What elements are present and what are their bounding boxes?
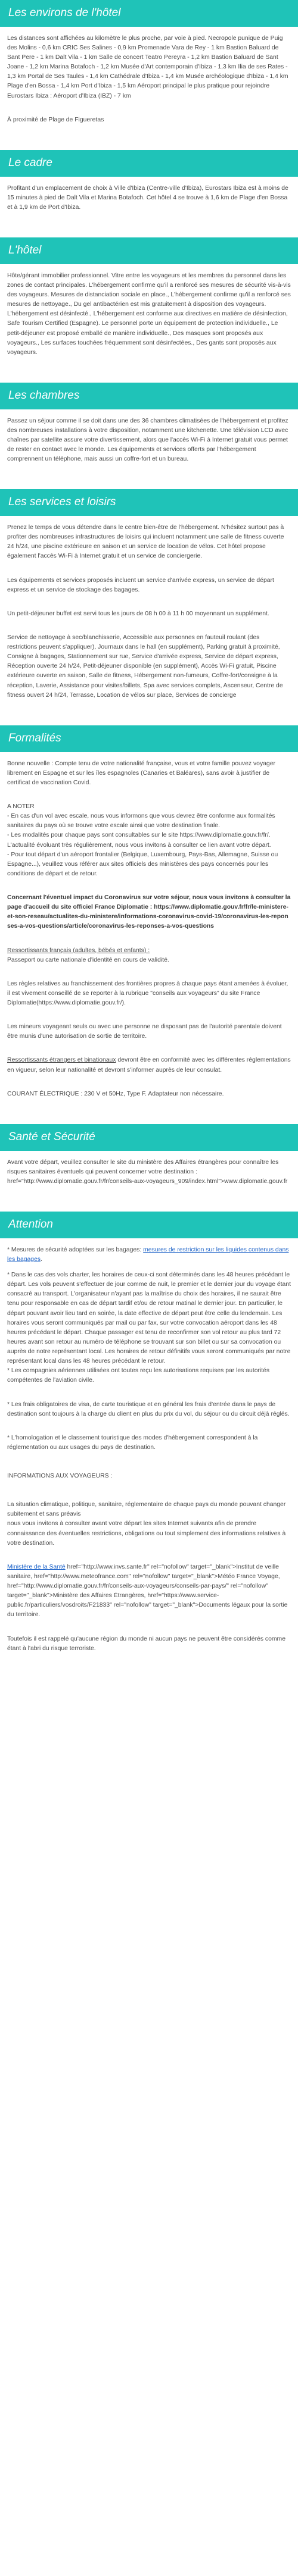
section-title-formalites: Formalités: [0, 725, 298, 752]
hotel-text: Hôte/gérant immobilier professionnel. Vitre entre les voyageurs et les membres du personnel dans les zones de contact principales. L'hébergement confirme qu'il a renforcé ses mesures de sécurité vis-à-vis des voyageurs. Mesures de distanciation sociale en place., L'hébergement confirme qu'il a renforcé ses mesures de nettoyage., Du gel antibactérien est mis gratuitement à disposition des voyageurs. L'hébergement est désinfecté., L'hébergement est conforme aux directives en matière de désinfection, Safe Tourism Certified (Espagne). Le personnel porte un équipement de protection individuelle., Le petit-déjeuner est proposé emballé de manière individuelle., Des masques sont proposés aux voyageurs., Les surfaces touchées fréquemment sont désinfectées., Des gants sont proposés aux voyageurs.: [7, 272, 291, 356]
section-services: [0, 489, 298, 708]
section-hotel: [0, 237, 298, 365]
formalites-nationals-heading: Ressortissants français (adultes, bébés et enfants) :: [7, 947, 150, 954]
formalites-minors: Les mineurs voyageant seuls ou avec une personne ne disposant pas de l'autorité parentale doivent être munis d'une autorisation de sortie de territoire.: [7, 1023, 282, 1040]
attention-terrorism: Toutefois il est rappelé qu'aucune région du monde ni aucun pays ne peuvent être considérés comme étant à l'abri du risque terroriste.: [7, 1635, 285, 1652]
section-sante: [0, 1124, 298, 1194]
section-title-attention: Attention: [0, 1212, 298, 1238]
section-chambres: [0, 383, 298, 471]
formalites-electricity: COURANT ÉLECTRIQUE : 230 V et 50Hz, Type F. Adaptateur non nécessaire.: [7, 1090, 224, 1097]
chambres-text: Passez un séjour comme il se doit dans une des 36 chambres climatisées de l'hébergement et profitez des nombreuses installations à votre disposition, notamment une kitchenette. Une télévision LCD avec chaînes par satellite assure votre divertissement, alors que l'accès Wi-Fi à Internet gratuit vous permet de rester en contact avec le monde. Les équipements et services offerts par l'hébergement comprennent un téléphone, mais aussi un coffre-fort et un bureau.: [7, 417, 288, 463]
attention-info-heading: INFORMATIONS AUX VOYAGEURS :: [7, 1473, 113, 1479]
section-attention: [0, 1212, 298, 1661]
section-title-sante: Santé et Sécurité: [0, 1124, 298, 1151]
section-title-chambres: Les chambres: [0, 383, 298, 409]
attention-homologation: * L'homologation et le classement touristique des modes d'hébergement correspondent à la réglementation ou aux usages du pays de destination.: [7, 1434, 258, 1451]
formalites-foreigners-heading: Ressortissants étrangers et binationaux: [7, 1057, 116, 1064]
section-title-cadre: Le cadre: [0, 150, 298, 177]
section-cadre: [0, 150, 298, 220]
liquids-restriction-link[interactable]: mesures de restriction sur les liquides contenus dans les bagages: [7, 1246, 289, 1263]
ministere-sante-link[interactable]: Ministère de la Santé: [7, 1563, 66, 1570]
services-text-1: Prenez le temps de vous détendre dans le centre bien-être de l'hébergement. N'hésitez surtout pas à profiter des nombreuses infrastructures de loisirs qui incluent notamment une salle de fitness ouverte 24 h/24, une piscine extérieure en saison et un service de location de vélos. Cet hôtel propose également l'accès Wi-Fi à Internet gratuit et un service de conciergerie.: [7, 524, 284, 560]
formalites-nationals-text: Passeport ou carte nationale d'identité en cours de validité.: [7, 956, 169, 963]
formalites-note: A NOTER - En cas d'un vol avec escale, nous vous informons que vous devrez être conforme aux formalités sanitaires du pays où se trouve votre escale ainsi que votre destination finale. - Les modalités pour chaque pays sont consultables sur le site https://www.diplomatie.gouv.fr/fr/. L'actualité évoluant très régulièrement, nous vous invitons à consulter ce lien avant votre départ. - Pour tout départ d'un aéroport frontalier (Belgique, Luxembourg, Pays-Bas, Allemagne, Suisse ou Espagne...), veuillez vous référer aux sites officiels des ministères des pays concernés pour les conditions de départ et de retour.: [7, 803, 278, 877]
attention-visa: * Les frais obligatoires de visa, de carte touristique et en général les frais d'entrée dans le pays de destination sont toujours à la charge du client en plus du prix du vol, du séjour ou du circuit déjà réglés.: [7, 1401, 290, 1417]
section-formalites: [0, 725, 298, 1106]
environs-proximity: À proximité de Plage de Figueretas: [7, 116, 104, 123]
formalites-covid: Concernant l'éventuel impact du Coronavirus sur votre séjour, nous vous invitons à consulter la page d'accueil du site officiel France Diplomatie : https://www.diplomatie.gouv.fr/fr/le-ministere-et-son-reseau/actualites-du-ministere/informations-coronavirus-covid-19/coronavirus-les-reponses-a-vos-questions/article/coronavirus-les-reponses-a-vos-questions: [7, 894, 291, 930]
attention-bagages-suffix: .: [41, 1256, 42, 1263]
section-title-environs: Les environs de l'hôtel: [0, 0, 298, 27]
section-title-hotel: L'hôtel: [0, 237, 298, 264]
section-title-services: Les services et loisirs: [0, 489, 298, 516]
environs-distances: Les distances sont affichées au kilomètre le plus proche, par voie à pied. Necropole punique de Puig des Molins - 0,6 km CRIC Ses Salines - 0,9 km Promenade Vara de Rey - 1 km Bastion Baluard de Sant Pere - 1 km Dalt Vila - 1 km Salle de concert Teatro Pereyra - 1,2 km Bastion Baluard de Sant Joane - 1,2 km Marina Botafoch - 1,2 km Musée d'Art contemporain d'Ibiza - 1,3 km Ilia de ses Rates - 1,3 km Portal de Ses Taules - 1,4 km Cathédrale d'Ibiza - 1,4 km Musée archéologique d'Ibiza - 1,4 km Plage d'en Bossa - 1,4 km Port d'Ibiza - 1,5 km Aéroport principal le plus pratique pour rejoindre Eurostars Ibiza : Aéroport d'Ibiza (IBZ) - 7 km: [7, 35, 288, 99]
attention-situation: La situation climatique, politique, sanitaire, réglementaire de chaque pays du monde pouvant changer subitement et sans préavis nous vous invitons à consulter avant votre départ les sites Internet suivants afin de prendre connaissance des éventuelles restrictions, obligations ou tout simplement des informations relatives à votre destination.: [7, 1501, 286, 1547]
attention-charter: * Dans le cas des vols charter, les horaires de ceux-ci sont déterminés dans les 48 heures précédant le départ. Les vols peuvent s'effectuer de jour comme de nuit, le premier et le dernier jour du voyage étant consacré au transport. L'organisateur n'ayant pas la maîtrise du choix des horaires, il ne saurait être tenu pour responsable en cas de départ tardif et/ou de retour matinal le dernier jour. En particulier, le départ pouvant avoir lieu tard en soirée, la date effective de départ peut être celle du lendemain. Les horaires vous seront communiqués par mail ou par fax, sur votre convocation aéroport dans les 48 heures précédant le départ. Chaque passager est tenu de reconfirmer son vol retour au plus tard 72 heures avant son retour au numéro de téléphone se trouvant sur son billet ou sur sa convocation ou auprès de notre représentant local. Les horaires de retour définitifs vous seront communiqués par notre représentant local dans les 48 heures précédant le retour. * Les compagnies aériennes utilisées ont toutes reçu les autorisations requises par les autorités compétentes de l'aviation civile.: [7, 1272, 291, 1384]
formalites-foreigners-text: devront être en conformité avec les différentes réglementations en vigueur, selon leur nationalité et devront s'informer auprès de leur consulat.: [7, 1057, 291, 1073]
attention-links-text: href="http://www.invs.sante.fr" rel="nofollow" target="_blank">Institut de veille sanitaire, href="http://www.meteofrance.com" rel="nofollow" target="_blank">Météo France Voyage, href="http://www.diplomatie.gouv.fr/fr/conseils-aux-voyageurs/conseils-par-pays/" rel="nofollow" target="_blank">Ministère des Affaires Étrangères, href="https://www.service-public.fr/particuliers/vosdroits/F21833" rel="nofollow" target="_blank">Documents légaux pour la sortie du territoire.: [7, 1563, 288, 1619]
services-text-4: Service de nettoyage à sec/blanchisserie, Accessible aux personnes en fauteuil roulant (des restrictions peuvent s'appliquer), Journaux dans le hall (en supplément), Parking gratuit à proximité, Consigne à bagages, Stationnement sur rue, Service d'arrivée express, Service de départ express, Réception ouverte 24 h/24, Petit-déjeuner disponible (en supplément), Accès Wi-Fi gratuit, Piscine extérieure ouverte en saison, Salle de fitness, Hébergement non-fumeurs, Coffre-fort/consigne à la réception, Laverie, Assistance pour visites/billets, Spa avec services complets, Ascenseur, Centre de fitness ouvert 24 h/24, Terrasse, Location de vélos sur place, Services de concierge: [7, 634, 283, 699]
formalites-borders: Les règles relatives au franchissement des frontières propres à chaque pays étant amenées à évoluer, il est vivement conseillé de se reporter à la rubrique "conseils aux voyageurs" du site France Diplomatie(https://www.diplomatie.gouv.fr/).: [7, 980, 288, 1007]
section-environs: [0, 0, 298, 132]
sante-text: Avant votre départ, veuillez consulter le site du ministère des Affaires étrangères pour connaître les risques sanitaires éventuels qui peuvent concerner votre destination : href="http://www.diplomatie.gouv.fr/fr/conseils-aux-voyageurs_909/index.html">www.diplomatie.gouv.fr: [7, 1159, 288, 1185]
services-text-2: Les équipements et services proposés incluent un service d'arrivée express, un service de départ express et un service de stockage des bagages.: [7, 577, 274, 593]
formalites-text-1: Bonne nouvelle : Compte tenu de votre nationalité française, vous et votre famille pouvez voyager librement en Espagne et sur les îles espagnoles (Canaries et Baléares), sans avoir à justifier de certificat de vaccination Covid.: [7, 760, 275, 786]
cadre-text: Profitant d'un emplacement de choix à Ville d'Ibiza (Centre-ville d'Ibiza), Eurostars Ibiza est à moins de 15 minutes à pied de Dalt Vila et Marina Botafoch. Cet hôtel 4 se trouve à 1,6 km de Plage d'en Bossa et à 1,9 km de Port d'Ibiza.: [7, 184, 288, 211]
services-text-3: Un petit-déjeuner buffet est servi tous les jours de 08 h 00 à 11 h 00 moyennant un supplément.: [7, 610, 269, 617]
attention-bagages-prefix: * Mesures de sécurité adoptées sur les bagages:: [7, 1246, 144, 1253]
